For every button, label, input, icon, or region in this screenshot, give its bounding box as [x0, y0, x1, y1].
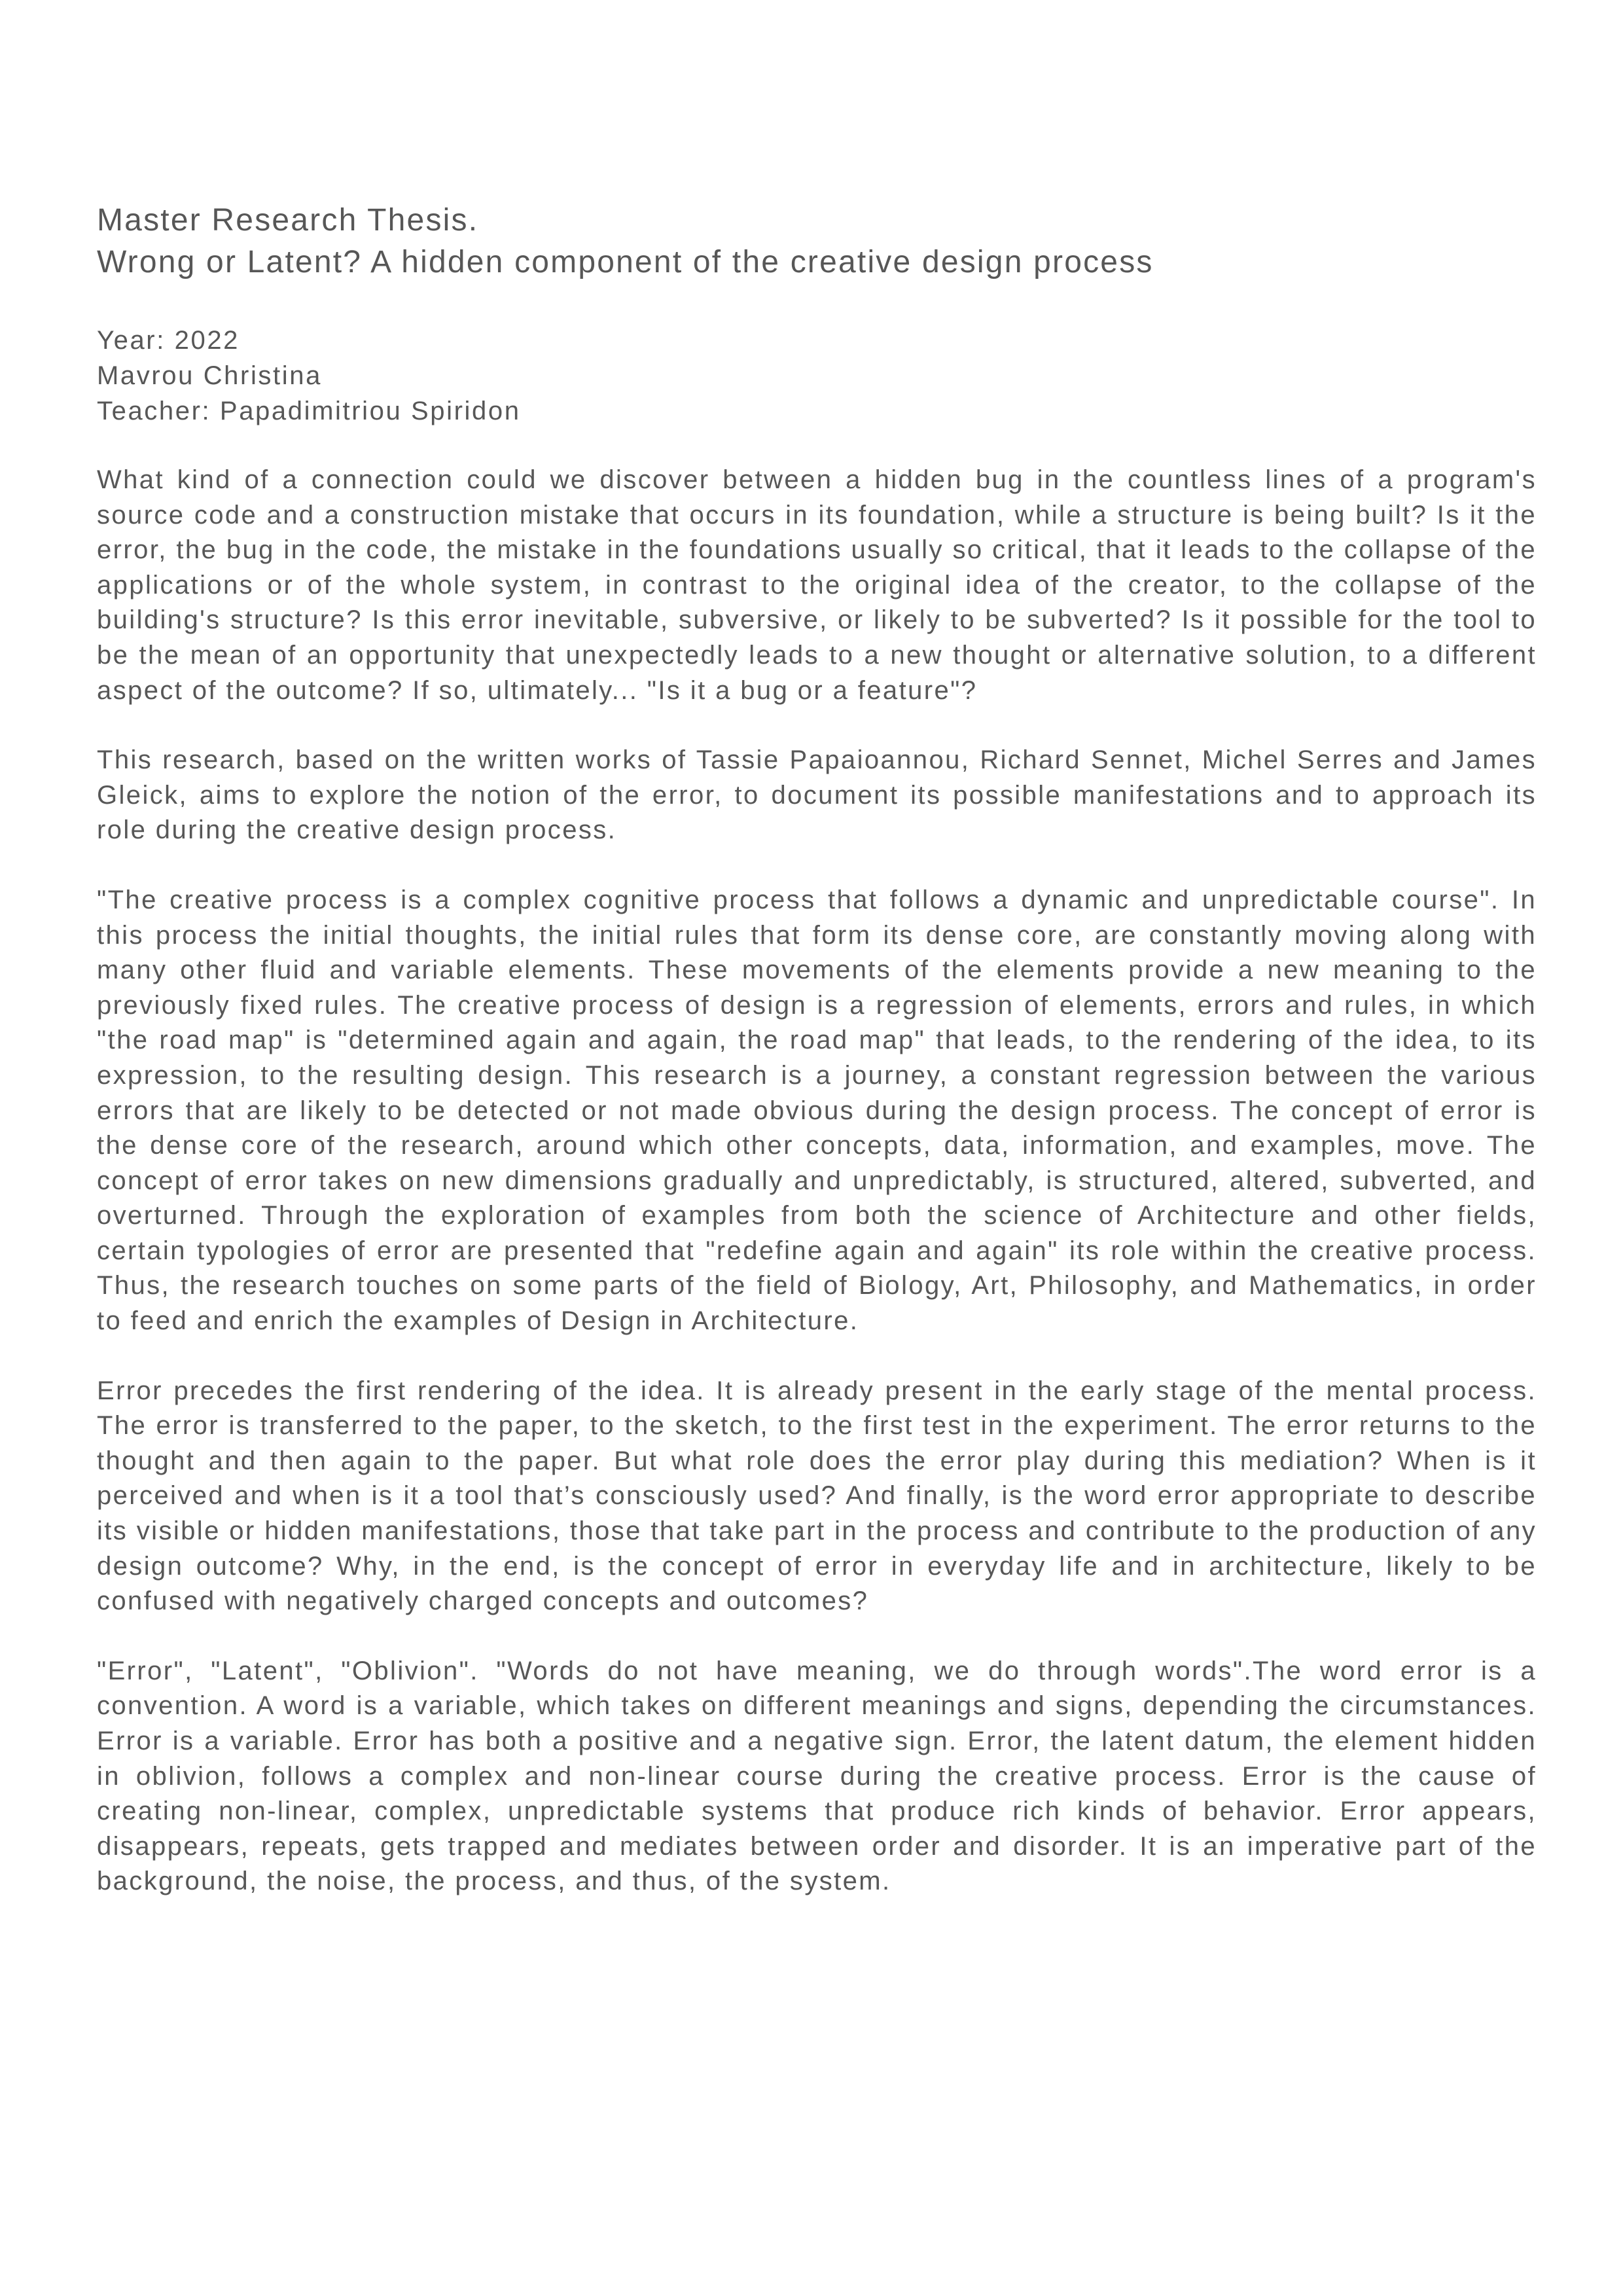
teacher-line: Teacher: Papadimitriou Spiridon	[97, 397, 521, 425]
paragraph-error-precedes: Error precedes the first rendering of the idea. It is already present in the early stage of the mental process. The error is transferred to the paper, to the sketch, to the first test in the experiment. The error returns to the thought and then again to the paper. But what role does the error play during this mediation? When is it perceived and when is it a tool that’s consciously used? And finally, is the word error appropriate to describe its visible or hidden manifestations, those that take part in the process and contribute to the production of any design outcome? Why, in the end, is the concept of error in everyday life and in architecture, likely to be confused with negatively charged concepts and outcomes?	[97, 1376, 1537, 1616]
document-title: Master Research Thesis.	[97, 203, 479, 238]
paragraph-error-latent-oblivion: "Error", "Latent", "Oblivion". "Words do not have meaning, we do through words".The word error is a convention. A word is a variable, which takes on different meanings and signs, depending the circumstances. Error is a variable. Error has both a positive and a negative sign. Error, the latent datum, the element hidden in oblivion, follows a complex and non-linear course during the creative process. Error is the cause of creating non-linear, complex, unpredictable systems that produce rich kinds of behavior. Error appears, disappears, repeats, gets trapped and mediates between order and disorder. It is an imperative part of the background, the noise, the process, and thus, of the system.	[97, 1656, 1537, 1896]
author-line: Mavrou Christina	[97, 361, 322, 390]
thesis-title: Wrong or Latent? A hidden component of the creative design process	[97, 245, 1154, 279]
title-block	[97, 200, 1537, 283]
document-page	[97, 200, 1537, 1934]
paragraph-research-aim: This research, based on the written works of Tassie Papaioannou, Richard Sennet, Michel Serres and James Gleick, aims to explore the notion of the error, to document its possible manifestations and to approach its role during the creative design process.	[97, 745, 1537, 845]
paragraph-creative-process: "The creative process is a complex cognitive process that follows a dynamic and unpredictable course". In this process the initial thoughts, the initial rules that form its dense core, are constantly moving along with many other fluid and variable elements. These movements of the elements provide a new meaning to the previously fixed rules. The creative process of design is a regression of elements, errors and rules, in which "the road map" is "determined again and again, the road map" that leads, to the rendering of the idea, to its expression, to the resulting design. This research is a journey, a constant regression between the various errors that are likely to be detected or not made obvious during the design process. The concept of error is the dense core of the research, around which other concepts, data, information, and examples, move. The concept of error takes on new dimensions gradually and unpredictably, is structured, altered, subverted, and overturned. Through the exploration of examples from both the science of Architecture and other fields, certain typologies of error are presented that "redefine again and again" its role within the creative process. Thus, the research touches on some parts of the field of Biology, Art, Philosophy, and Mathematics, in order to feed and enrich the examples of Design in Architecture.	[97, 885, 1537, 1336]
meta-block	[97, 323, 1537, 429]
abstract-body	[97, 463, 1537, 1899]
paragraph-intro-questions: What kind of a connection could we discover between a hidden bug in the countless lines of a program's source code and a construction mistake that occurs in its foundation, while a structure is being built? Is it the error, the bug in the code, the mistake in the foundations usually so critical, that it leads to the collapse of the applications or of the whole system, in contrast to the original idea of the creator, to the collapse of the building's structure? Is this error inevitable, subversive, or likely to be subverted? Is it possible for the tool to be the mean of an opportunity that unexpectedly leads to a new thought or alternative solution, to a different aspect of the outcome? If so, ultimately... "Is it a bug or a feature"?	[97, 465, 1537, 705]
year-line: Year: 2022	[97, 326, 240, 355]
